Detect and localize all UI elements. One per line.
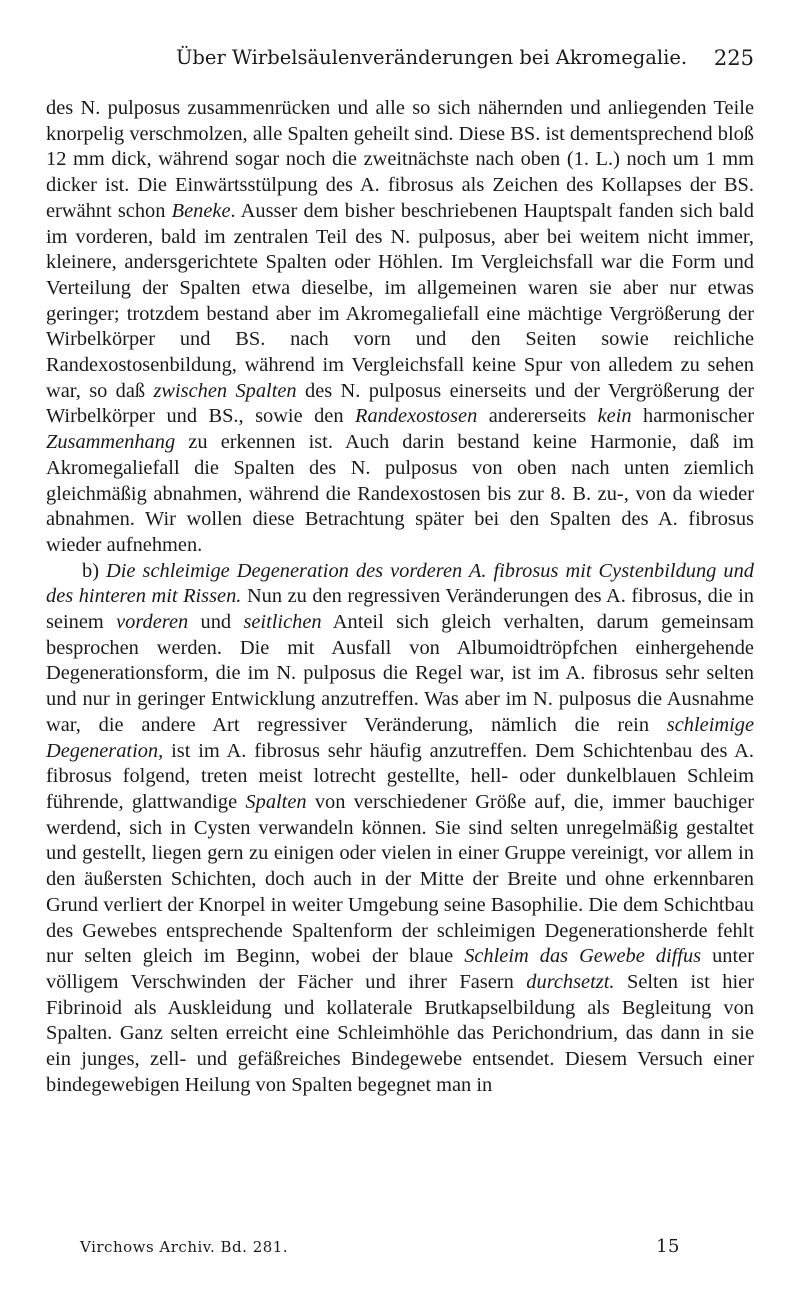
text-run: ist im A. fibrosus sehr häufig anzutreffen. Dem Schichtenbau des A. fibrosus folgend, treten meist lotrecht gestellte, hell- oder dunkelblauen Schleim führende, glattwandige	[46, 739, 754, 813]
running-header	[46, 46, 754, 76]
text-run: harmonischer	[631, 405, 754, 428]
text-run: und	[188, 611, 244, 634]
signature-mark: 15	[656, 1236, 680, 1257]
body-text	[46, 96, 754, 1098]
text-run: b)	[82, 559, 107, 582]
italic-text: durchsetzt.	[526, 970, 615, 993]
text-run: des N. pulposus zusammenrücken und alle so sich nähernden und anliegenden Teile knorpelig verschmolzen, alle Spalten geheilt sind. Diese BS. ist dementsprechend bloß 12 mm dick, während sogar noch die zweitnächste nach oben (1. L.) noch um 1 mm dicker ist. Die Einwärtsstülpung des A. fibrosus als Zeichen des Kollapses der BS. erwähnt schon	[46, 97, 754, 222]
journal-reference: Virchows Archiv. Bd. 281.	[80, 1238, 289, 1256]
text-run: zu erkennen ist. Auch darin bestand keine Harmonie, daß im Akromegaliefall die Spalten des N. pulposus von oben nach unten ziemlich gleichmäßig abnahmen, während die Randexostosen bis zur 8. B. zu-, von da wieder abnahmen. Wir wollen diese Betrachtung später bei den Spalten des A. fibrosus wieder aufnehmen.	[46, 431, 754, 556]
page-number: 225	[713, 46, 754, 70]
paragraph	[46, 559, 754, 1099]
text-run: andererseits	[477, 405, 598, 428]
text-run: . Ausser dem bisher beschriebenen Hauptspalt fanden sich bald im vorderen, bald im zentralen Teil des N. pulposus, aber bei weitem nicht immer, kleinere, andersgerichtete Spalten oder Höhlen. Im Vergleichsfall war die Form und Verteilung der Spalten etwa dieselbe, im allgemeinen waren sie aber nur etwas geringer; trotzdem bestand aber im Akromegaliefall eine mächtige Vergrößerung der Wirbelkörper und BS. nach vorn und den Seiten sowie reichliche Randexostosenbildung, während im Vergleichsfall keine Spur von alledem zu sehen war, so daß	[46, 199, 754, 402]
italic-text: Die schleimige Degeneration des vorderen A. fibrosus mit Cystenbildung und des hinteren mit Rissen.	[46, 559, 754, 608]
italic-text: vorderen	[116, 611, 189, 634]
page-footer	[80, 1238, 680, 1262]
italic-text: Beneke	[171, 199, 231, 222]
italic-text: zwischen Spalten	[153, 379, 297, 402]
text-run: Selten ist hier Fibrinoid als Auskleidung und kollaterale Brutkapselbildung als Begleitung von Spalten. Ganz selten erreicht eine Schleimhöhle das Perichondrium, das dann in sie ein junges, zell- und gefäßreiches Bindegewebe entsendet. Diesem Versuch einer bindegewebigen Heilung von Spalten begegnet man in	[46, 970, 754, 1096]
italic-text: Randexostosen	[354, 405, 478, 428]
italic-text: kein	[597, 405, 632, 428]
italic-text: Zusammenhang	[46, 431, 176, 454]
running-title: Über Wirbelsäulenveränderungen bei Akromegalie.	[176, 46, 688, 69]
text-run: Nun zu den regressiven Veränderungen des A. fibrosus, die in seinem	[46, 585, 754, 634]
text-run: Anteil sich gleich verhalten, darum gemeinsam besprochen werden. Die mit Ausfall von Albumoidtröpfchen einhergehende Degenerationsform, die im N. pulposus die Regel war, ist im A. fibrosus sehr selten und nur in geringer Entwicklung anzutreffen. Was aber im N. pulposus die Ausnahme war, die andere Art regressiver Veränderung, nämlich die rein	[46, 611, 754, 736]
text-run: unter völligem Verschwinden der Fächer und ihrer Fasern	[46, 945, 754, 993]
italic-text: Schleim das Gewebe diffus	[464, 945, 702, 968]
italic-text: schleimige Degeneration,	[46, 713, 754, 762]
text-run: des N. pulposus einerseits und der Vergrößerung der Wirbelkörper und BS., sowie den	[46, 379, 755, 428]
paragraph	[46, 96, 754, 559]
text-run: von verschiedener Größe auf, die, immer bauchiger werdend, sich in Cysten verwandeln können. Sie sind selten unregelmäßig gestaltet und gestellt, liegen gern zu einigen oder vielen in einer Gruppe vereinigt, vor allem in den äußersten Schichten, doch auch in der Mitte der Breite und ohne erkennbaren Grund verliert der Knorpel in weiter Umgebung seine Basophilie. Die dem Schichtbau des Gewebes entsprechende Spaltenform der schleimigen Degenerationsherde fehlt nur selten gleich im Beginn, wobei der blaue	[46, 790, 754, 968]
italic-text: Spalten	[245, 790, 307, 813]
italic-text: seitlichen	[243, 611, 322, 634]
